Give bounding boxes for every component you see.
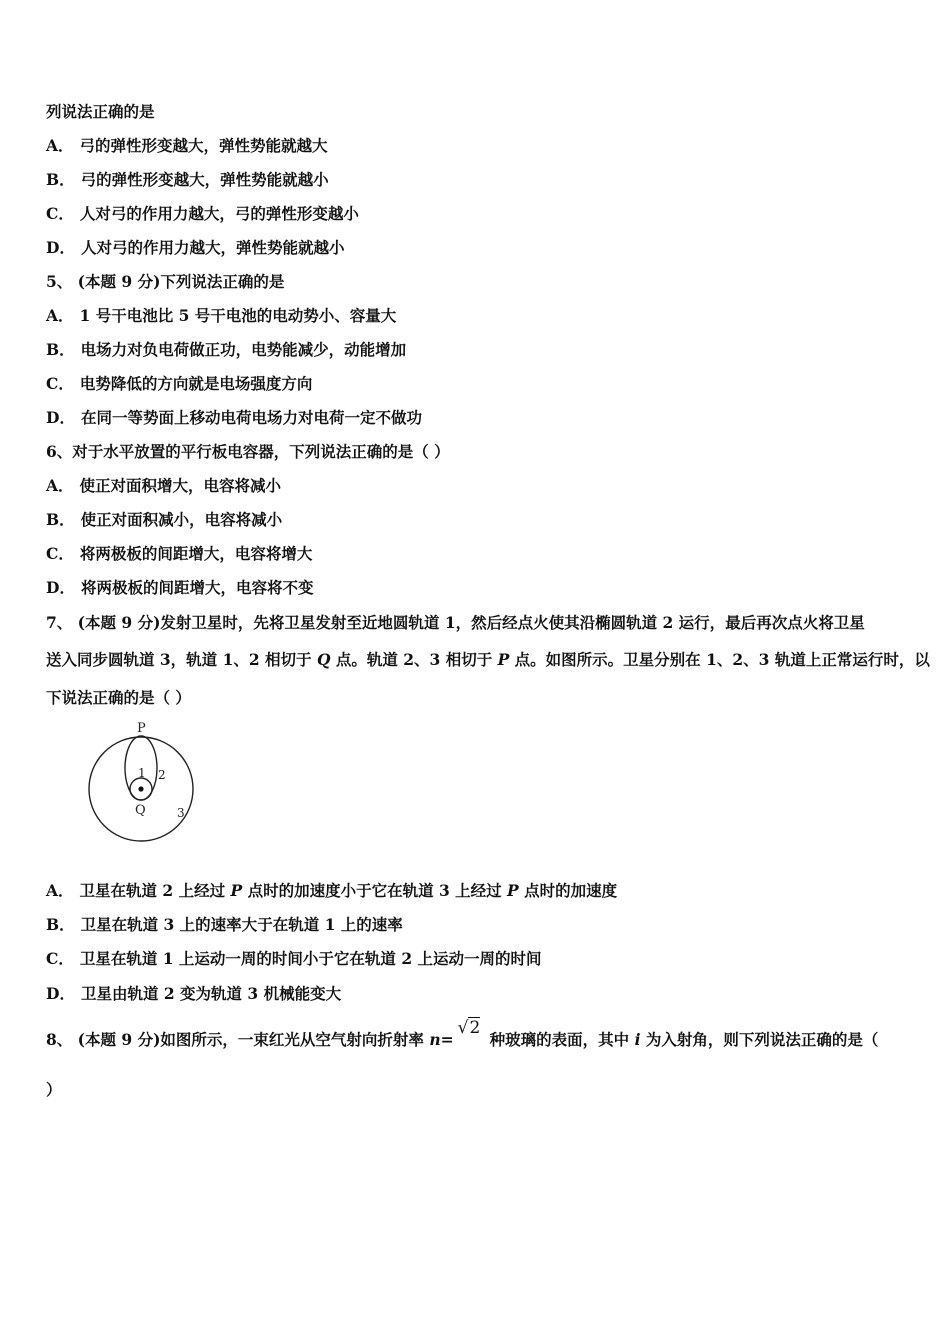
option-letter: A． — [46, 476, 74, 495]
q5-option-c — [46, 374, 312, 394]
q8-stem-line1 — [46, 1018, 879, 1050]
option-letter: B． — [46, 915, 75, 934]
option-letter: A． — [46, 881, 74, 900]
option-text: 使正对面积减小，电容将减小 — [80, 510, 283, 529]
option-letter: A． — [46, 136, 74, 155]
q4-option-d — [46, 238, 344, 258]
stem-text: 种玻璃的表面，其中 — [484, 1030, 635, 1049]
label-2: 2 — [158, 768, 166, 782]
stem-text: 点。如图所示。卫星分别在 1、2、3 轨道上正常运行时，以 — [509, 650, 930, 669]
option-text: 电势降低的方向就是电场强度方向 — [79, 374, 313, 393]
q4-stem-tail: 列说法正确的是 — [46, 102, 155, 121]
option-text: 在同一等势面上移动电荷电场力对电荷一定不做功 — [80, 408, 422, 427]
stem-text: 为入射角，则下列说法正确的是（ — [640, 1030, 879, 1049]
sqrt-expression — [458, 1018, 481, 1038]
option-letter: D． — [46, 408, 75, 427]
q6-option-a — [46, 476, 281, 496]
q5-option-b — [46, 340, 406, 360]
label-q: Q — [135, 803, 146, 818]
point-p-var: P — [507, 881, 519, 900]
option-letter: D． — [46, 984, 75, 1003]
point-p-var: P — [497, 650, 510, 669]
q6-option-b — [46, 510, 282, 530]
q5-option-d — [46, 408, 422, 428]
stem-text: 点。轨道 2、3 相切于 — [330, 650, 498, 669]
option-text: 1 号干电池比 5 号干电池的电动势小、容量大 — [79, 306, 397, 325]
earth-dot — [138, 786, 143, 791]
q7-option-b — [46, 915, 403, 935]
option-text: 使正对面积增大，电容将减小 — [79, 476, 282, 495]
label-1: 1 — [138, 766, 146, 780]
q7-stem-line3: 下说法正确的是（ ） — [46, 688, 191, 707]
option-text: 点时的加速度小于它在轨道 3 上经过 — [242, 881, 508, 900]
option-letter: B． — [46, 510, 75, 529]
q5-stem: 5、 (本题 9 分)下列说法正确的是 — [46, 272, 285, 291]
option-text: 电场力对负电荷做正功，电势能减少，动能增加 — [80, 340, 407, 359]
equals-sign: = — [440, 1030, 454, 1049]
option-text: 弓的弹性形变越大，弹性势能就越小 — [80, 170, 329, 189]
sqrt-radicand: 2 — [469, 1018, 481, 1038]
q5-option-a — [46, 306, 396, 326]
option-text: 卫星在轨道 3 上的速率大于在轨道 1 上的速率 — [80, 915, 403, 934]
sqrt-symbol: √ — [457, 1018, 469, 1038]
stem-text: 8、 (本题 9 分)如图所示，一束红光从空气射向折射率 — [46, 1030, 430, 1049]
option-letter: C． — [46, 949, 74, 968]
option-text: 卫星在轨道 1 上运动一周的时间小于它在轨道 2 上运动一周的时间 — [79, 949, 542, 968]
option-text: 卫星在轨道 2 上经过 — [79, 881, 231, 900]
option-text: 卫星由轨道 2 变为轨道 3 机械能变大 — [80, 984, 342, 1003]
option-text: 将两极板的间距增大，电容将不变 — [80, 578, 314, 597]
q7-option-c — [46, 949, 542, 969]
option-letter: B． — [46, 340, 75, 359]
option-letter: D． — [46, 578, 75, 597]
label-p: P — [137, 721, 146, 736]
option-letter: A． — [46, 306, 74, 325]
option-text: 点时的加速度 — [518, 881, 618, 900]
q6-option-d — [46, 578, 313, 598]
point-p-var: P — [230, 881, 243, 900]
q7-option-d — [46, 984, 341, 1004]
q6-option-c — [46, 544, 312, 564]
n-var: n — [429, 1030, 441, 1049]
option-letter: D． — [46, 238, 75, 257]
q7-stem-line1: 7、 (本题 9 分)发射卫星时，先将卫星发射至近地圆轨道 1，然后经点火使其沿椭圆轨道 2 运行，最后再次点火将卫星 — [46, 613, 865, 632]
q7-stem-line2 — [46, 650, 930, 670]
option-text: 弓的弹性形变越大，弹性势能就越大 — [79, 136, 328, 155]
label-3: 3 — [177, 806, 185, 820]
q7-option-a — [46, 881, 617, 901]
option-letter: C． — [46, 374, 74, 393]
option-letter: B． — [46, 170, 75, 189]
option-letter: C． — [46, 544, 74, 563]
option-text: 人对弓的作用力越大，弓的弹性形变越小 — [79, 204, 359, 223]
stem-text: 送入同步圆轨道 3，轨道 1、2 相切于 — [46, 650, 317, 669]
q4-option-c — [46, 204, 359, 224]
point-q-var: Q — [316, 650, 331, 669]
option-letter: C． — [46, 204, 74, 223]
option-text: 人对弓的作用力越大，弹性势能就越小 — [80, 238, 345, 257]
q6-stem: 6、对于水平放置的平行板电容器，下列说法正确的是（ ） — [46, 442, 450, 461]
i-var: i — [634, 1030, 641, 1049]
q4-option-b — [46, 170, 329, 190]
q8-stem-line2: ） — [46, 1080, 62, 1099]
option-text: 将两极板的间距增大，电容将增大 — [79, 544, 313, 563]
orbit-diagram — [84, 718, 204, 848]
q4-option-a — [46, 136, 328, 156]
